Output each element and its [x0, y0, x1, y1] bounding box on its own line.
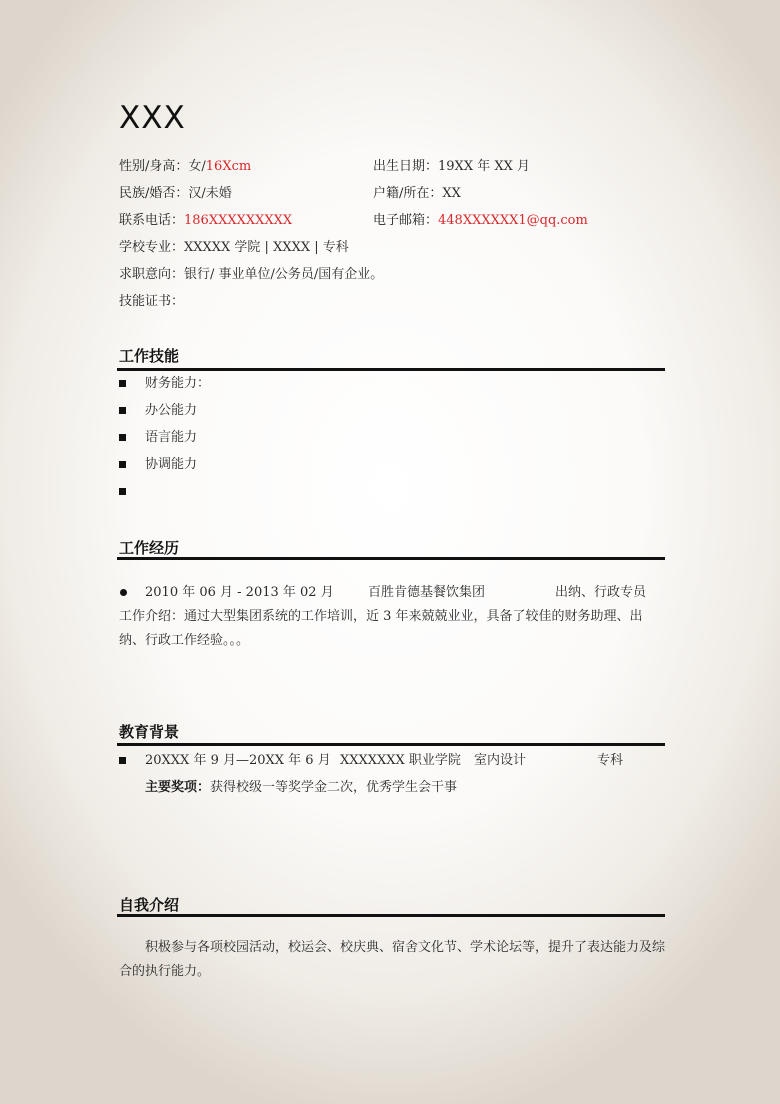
experience-title: 工作经历	[119, 539, 180, 557]
experience-company: 百胜肯德基餐饮集团	[368, 585, 486, 600]
education-period: 20XXX 年 9 月—20XX 年 6 月	[145, 753, 331, 768]
education-major: 室内设计	[474, 753, 527, 768]
experience-period: 2010 年 06 月 - 2013 年 02 月	[145, 585, 334, 600]
experience-divider	[117, 557, 665, 560]
email-value[interactable]: 448XXXXXX1@qq.com	[438, 213, 588, 228]
email-label: 电子邮箱：	[373, 213, 439, 228]
bullet-square-icon	[119, 380, 126, 387]
skill-item: 协调能力	[145, 457, 198, 472]
cert-label: 技能证书：	[119, 294, 185, 309]
phone-row	[119, 212, 292, 230]
ethnicity-value: 汉/未婚	[188, 186, 232, 201]
ethnicity-label: 民族/婚否：	[119, 186, 189, 201]
experience-position: 出纳、行政专员	[555, 585, 647, 600]
gender-height-row	[119, 158, 251, 176]
awards-row	[145, 779, 457, 797]
awards-value: 获得校级一等奖学金二次，优秀学生会干事	[210, 780, 458, 795]
education-school: XXXXXXX 职业学院	[340, 753, 461, 768]
bullet-square-icon	[119, 757, 126, 764]
bullet-square-icon	[119, 461, 126, 468]
candidate-name: XXX	[119, 100, 186, 136]
phone-value[interactable]: 186XXXXXXXXX	[184, 213, 293, 228]
intent-row	[119, 266, 383, 284]
ethnicity-row	[119, 185, 232, 203]
birth-value: 19XX 年 XX 月	[438, 159, 530, 174]
about-divider	[117, 914, 665, 917]
bullet-square-icon	[119, 407, 126, 414]
hometown-row	[373, 185, 461, 203]
email-row	[373, 212, 588, 230]
school-value: XXXXX 学院 | XXXX | 专科	[184, 240, 349, 255]
gender-value: 女/	[188, 159, 206, 174]
education-divider	[117, 743, 665, 746]
bullet-dot-icon	[120, 589, 127, 596]
education-title: 教育背景	[119, 723, 180, 741]
birth-row	[373, 158, 530, 176]
phone-label: 联系电话：	[119, 213, 185, 228]
skills-title: 工作技能	[119, 347, 180, 365]
skill-item: 财务能力：	[145, 376, 211, 391]
cert-row	[119, 293, 184, 311]
hometown-label: 户籍/所在：	[373, 186, 443, 201]
height-value: 16Xcm	[205, 159, 252, 174]
about-title: 自我介绍	[119, 896, 180, 914]
bullet-square-icon	[119, 488, 126, 495]
school-row	[119, 239, 349, 257]
awards-label: 主要奖项：	[145, 780, 211, 795]
bullet-square-icon	[119, 434, 126, 441]
skill-item: 办公能力	[145, 403, 198, 418]
birth-label: 出生日期：	[373, 159, 439, 174]
skill-item: 语言能力	[145, 430, 198, 445]
hometown-value: XX	[442, 186, 461, 201]
experience-description: 工作介绍：通过大型集团系统的工作培训，近 3 年来兢兢业业，具备了较佳的财务助理、出纳、行政工作经验。。。	[119, 609, 643, 648]
gender-height-label: 性别/身高：	[119, 159, 189, 174]
education-degree: 专科	[597, 753, 624, 768]
school-label: 学校专业：	[119, 240, 185, 255]
skills-divider	[117, 368, 665, 371]
about-text: 积极参与各项校园活动，校运会、校庆典、宿舍文化节、学术论坛等，提升了表达能力及综合的执行能力。	[119, 940, 666, 979]
intent-label: 求职意向：	[119, 267, 185, 282]
intent-value: 银行/ 事业单位/公务员/国有企业。	[184, 267, 384, 282]
